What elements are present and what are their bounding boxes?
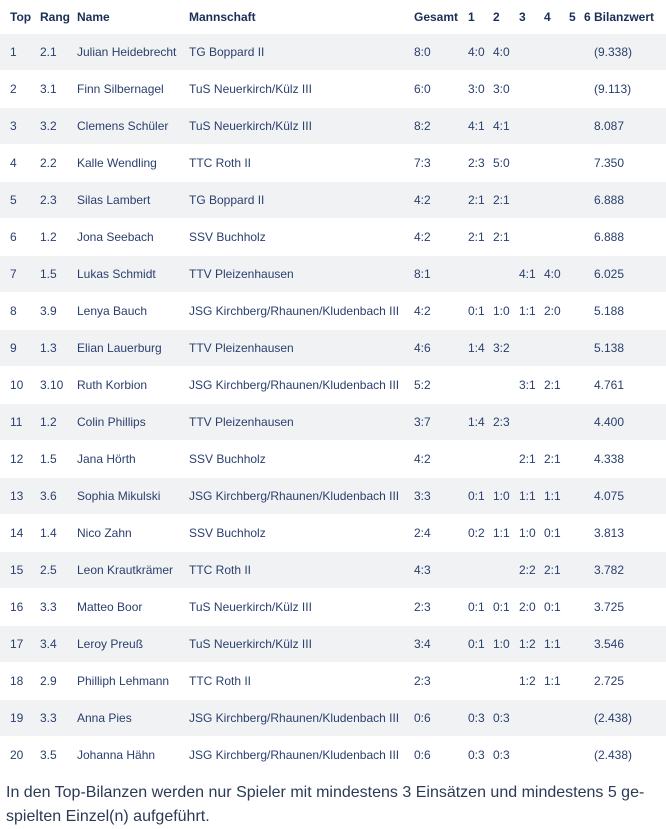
col-gesamt-cell: 7:3: [414, 156, 431, 170]
col-rang-cell: 3.9: [40, 304, 57, 318]
col-bilanzwert-cell: 3.782: [594, 563, 625, 577]
col-2-cell: 4:1: [493, 119, 510, 133]
col-2-cell: 3:0: [493, 82, 510, 96]
col-name-cell: Clemens Schüler: [77, 119, 169, 133]
col-5-cell: [569, 108, 584, 145]
col-name-cell: Kalle Wendling: [77, 156, 157, 170]
col-1-cell: [468, 663, 493, 700]
table-row: [0, 552, 666, 589]
col-6-cell: [584, 737, 594, 774]
col-bilanzwert-cell: (9.338): [594, 45, 633, 59]
col-mannschaft-cell: TuS Neuerkirch/Külz III: [189, 82, 312, 96]
col-3-cell: [519, 34, 544, 71]
col-6-cell: [584, 478, 594, 515]
col-6-cell: [584, 182, 594, 219]
col-3-header: 3: [519, 10, 526, 24]
col-top-cell: 2: [10, 82, 17, 96]
table-row: [0, 293, 666, 330]
col-rang-cell: 1.3: [40, 341, 57, 355]
col-4-cell: 1:1: [544, 489, 561, 503]
col-1-cell: [468, 256, 493, 293]
col-6-header: 6: [584, 10, 591, 24]
col-5-cell: [569, 589, 584, 626]
col-1-cell: 4:1: [468, 119, 485, 133]
col-6-cell: [584, 663, 594, 700]
col-name-cell: Philliph Lehmann: [77, 674, 170, 688]
col-5-cell: [569, 626, 584, 663]
col-3-cell: 4:1: [519, 267, 536, 281]
col-top-cell: 11: [10, 415, 23, 429]
table-row: [0, 367, 666, 404]
col-5-cell: [569, 404, 584, 441]
col-3-cell: 1:2: [519, 674, 536, 688]
col-name-cell: Lenya Bauch: [77, 304, 148, 318]
col-name-cell: Lukas Schmidt: [77, 267, 156, 281]
table-row: [0, 441, 666, 478]
table-row: [0, 404, 666, 441]
col-4-cell: 2:1: [544, 378, 561, 392]
table-row: [0, 256, 666, 293]
col-bilanzwert-cell: 4.075: [594, 489, 625, 503]
col-1-cell: 2:1: [468, 230, 485, 244]
col-3-cell: 2:0: [519, 600, 536, 614]
col-rang-cell: 3.1: [40, 82, 57, 96]
col-5-cell: [569, 145, 584, 182]
col-2-cell: 1:1: [493, 526, 510, 540]
col-4-cell: 0:1: [544, 600, 561, 614]
col-rang-cell: 2.3: [40, 193, 57, 207]
col-gesamt-cell: 0:6: [414, 748, 431, 762]
table-row: [0, 330, 666, 367]
col-name-cell: Sophia Mikulski: [77, 489, 161, 503]
col-2-cell: 0:3: [493, 748, 510, 762]
table-row: [0, 182, 666, 219]
col-6-cell: [584, 145, 594, 182]
col-top-cell: 12: [10, 452, 24, 466]
col-1-cell: [468, 441, 493, 478]
col-5-cell: [569, 478, 584, 515]
col-2-cell: 0:1: [493, 600, 510, 614]
col-gesamt-cell: 3:3: [414, 489, 431, 503]
col-gesamt-cell: 5:2: [414, 378, 431, 392]
table-row: [0, 71, 666, 108]
col-rang-cell: 3.3: [40, 600, 57, 614]
col-4-cell: [544, 700, 569, 737]
col-name-cell: Johanna Hähn: [77, 748, 156, 762]
col-gesamt-cell: 8:0: [414, 45, 431, 59]
col-2-cell: 3:2: [493, 341, 510, 355]
table-row: [0, 34, 666, 71]
col-5-cell: [569, 182, 584, 219]
col-3-cell: [519, 71, 544, 108]
col-mannschaft-cell: JSG Kirchberg/Rhaunen/Kludenbach III: [189, 489, 400, 503]
col-3-cell: 1:2: [519, 637, 536, 651]
table-body: [0, 34, 666, 774]
col-4-cell: [544, 182, 569, 219]
col-3-cell: 1:1: [519, 304, 536, 318]
col-5-cell: [569, 367, 584, 404]
table-row: [0, 737, 666, 774]
col-bilanzwert-cell: 4.338: [594, 452, 625, 466]
col-top-cell: 7: [10, 267, 17, 281]
col-3-cell: [519, 108, 544, 145]
col-bilanzwert-cell: 3.725: [594, 600, 625, 614]
col-6-cell: [584, 330, 594, 367]
col-mannschaft-cell: TTV Pleizenhausen: [189, 415, 294, 429]
col-name-cell: Ruth Korbion: [77, 378, 148, 392]
col-6-cell: [584, 34, 594, 71]
col-2-cell: 1:0: [493, 637, 510, 651]
col-5-cell: [569, 515, 584, 552]
col-1-header: 1: [468, 10, 475, 24]
col-name-cell: Nico Zahn: [77, 526, 132, 540]
footnote: In den Top-Bilanzen werden nur Spieler mit mindestens 3 Einsätzen und mindestens 5 ge-spielten Einzel(n) aufgeführt.: [6, 784, 645, 825]
col-gesamt-cell: 4:6: [414, 341, 431, 355]
col-6-cell: [584, 219, 594, 256]
col-rang-cell: 2.1: [40, 45, 57, 59]
col-3-cell: 2:1: [519, 452, 536, 466]
col-bilanzwert-cell: (2.438): [594, 748, 633, 762]
col-mannschaft-cell: TTC Roth II: [189, 563, 252, 577]
col-5-cell: [569, 700, 584, 737]
col-4-cell: 2:1: [544, 452, 561, 466]
col-2-header: 2: [493, 10, 500, 24]
col-3-cell: 2:2: [519, 563, 536, 577]
col-6-cell: [584, 589, 594, 626]
col-gesamt-cell: 2:3: [414, 600, 431, 614]
col-gesamt-cell: 6:0: [414, 82, 431, 96]
col-gesamt-cell: 8:1: [414, 267, 431, 281]
col-6-cell: [584, 441, 594, 478]
col-bilanzwert-cell: 6.888: [594, 193, 625, 207]
col-name-header: Name: [77, 10, 110, 24]
col-5-cell: [569, 552, 584, 589]
col-bilanzwert-header: Bilanzwert: [594, 10, 655, 24]
col-rang-cell: 1.2: [40, 415, 57, 429]
col-5-cell: [569, 71, 584, 108]
col-2-cell: [493, 663, 519, 700]
col-mannschaft-cell: TTC Roth II: [189, 156, 252, 170]
table-row: [0, 108, 666, 145]
col-2-cell: 1:0: [493, 304, 510, 318]
col-name-cell: Julian Heidebrecht: [77, 45, 177, 59]
col-name-cell: Leon Krautkrämer: [77, 563, 174, 577]
col-bilanzwert-cell: (9.113): [594, 82, 632, 96]
table-row: [0, 515, 666, 552]
col-gesamt-cell: 2:4: [414, 526, 431, 540]
col-gesamt-cell: 2:3: [414, 674, 431, 688]
col-top-cell: 9: [10, 341, 17, 355]
col-mannschaft-cell: TTV Pleizenhausen: [189, 267, 294, 281]
table-row: [0, 589, 666, 626]
col-bilanzwert-cell: (2.438): [594, 711, 633, 725]
col-gesamt-cell: 8:2: [414, 119, 431, 133]
col-name-cell: Jona Seebach: [77, 230, 154, 244]
col-bilanzwert-cell: 5.138: [594, 341, 625, 355]
col-4-cell: 2:0: [544, 304, 561, 318]
col-gesamt-cell: 4:2: [414, 230, 431, 244]
header-row: [0, 0, 666, 34]
col-3-cell: [519, 219, 544, 256]
col-mannschaft-cell: TTV Pleizenhausen: [189, 341, 294, 355]
col-top-cell: 19: [10, 711, 24, 725]
col-6-cell: [584, 108, 594, 145]
col-bilanzwert-cell: 6.025: [594, 267, 625, 281]
col-1-cell: 0:1: [468, 489, 485, 503]
col-top-cell: 14: [10, 526, 24, 540]
col-1-cell: 4:0: [468, 45, 485, 59]
col-rang-cell: 3.3: [40, 711, 57, 725]
col-4-header: 4: [544, 10, 551, 24]
table-row: [0, 700, 666, 737]
col-6-cell: [584, 71, 594, 108]
col-3-cell: 1:0: [519, 526, 536, 540]
col-5-cell: [569, 330, 584, 367]
col-top-cell: 17: [10, 637, 24, 651]
col-rang-cell: 2.5: [40, 563, 57, 577]
col-1-cell: 0:3: [468, 748, 485, 762]
col-mannschaft-cell: JSG Kirchberg/Rhaunen/Kludenbach III: [189, 748, 400, 762]
col-6-cell: [584, 552, 594, 589]
col-name-cell: Leroy Preuß: [77, 637, 144, 651]
col-3-cell: [519, 182, 544, 219]
col-2-cell: 0:3: [493, 711, 510, 725]
col-name-cell: Anna Pies: [77, 711, 132, 725]
col-4-cell: 1:1: [544, 637, 561, 651]
col-2-cell: 4:0: [493, 45, 510, 59]
col-mannschaft-cell: SSV Buchholz: [189, 230, 266, 244]
col-top-cell: 13: [10, 489, 24, 503]
col-gesamt-cell: 4:2: [414, 304, 431, 318]
table-row: [0, 219, 666, 256]
col-5-cell: [569, 663, 584, 700]
col-6-cell: [584, 256, 594, 293]
col-5-cell: [569, 219, 584, 256]
col-top-cell: 8: [10, 304, 17, 318]
col-6-cell: [584, 404, 594, 441]
col-mannschaft-cell: SSV Buchholz: [189, 526, 266, 540]
col-bilanzwert-cell: 3.546: [594, 637, 625, 651]
col-2-cell: [493, 552, 519, 589]
col-name-cell: Colin Phillips: [77, 415, 146, 429]
col-6-cell: [584, 293, 594, 330]
col-1-cell: 2:3: [468, 156, 485, 170]
col-name-cell: Silas Lambert: [77, 193, 151, 207]
col-bilanzwert-cell: 8.087: [594, 119, 625, 133]
col-5-cell: [569, 34, 584, 71]
col-gesamt-cell: 3:7: [414, 415, 431, 429]
col-rang-cell: 1.2: [40, 230, 57, 244]
col-mannschaft-cell: JSG Kirchberg/Rhaunen/Kludenbach III: [189, 378, 400, 392]
col-rang-cell: 3.5: [40, 748, 57, 762]
col-gesamt-cell: 4:3: [414, 563, 431, 577]
col-1-cell: 2:1: [468, 193, 485, 207]
col-bilanzwert-cell: 4.761: [594, 378, 625, 392]
col-4-cell: [544, 219, 569, 256]
table-row: [0, 145, 666, 182]
col-bilanzwert-cell: 5.188: [594, 304, 625, 318]
col-4-cell: [544, 330, 569, 367]
col-rang-header: Rang: [40, 10, 70, 24]
col-3-cell: [519, 700, 544, 737]
col-top-cell: 6: [10, 230, 17, 244]
col-3-cell: [519, 737, 544, 774]
col-1-cell: 0:1: [468, 600, 485, 614]
col-2-cell: 2:1: [493, 193, 510, 207]
col-mannschaft-cell: JSG Kirchberg/Rhaunen/Kludenbach III: [189, 304, 400, 318]
col-6-cell: [584, 367, 594, 404]
col-top-cell: 4: [10, 156, 17, 170]
col-1-cell: 0:2: [468, 526, 485, 540]
col-1-cell: 0:1: [468, 304, 485, 318]
col-rang-cell: 3.10: [40, 378, 64, 392]
col-top-cell: 18: [10, 674, 24, 688]
col-1-cell: 0:3: [468, 711, 485, 725]
col-1-cell: [468, 552, 493, 589]
col-mannschaft-cell: TuS Neuerkirch/Külz III: [189, 637, 312, 651]
col-rang-cell: 1.5: [40, 452, 57, 466]
col-6-cell: [584, 515, 594, 552]
col-name-cell: Finn Silbernagel: [77, 82, 164, 96]
col-top-cell: 15: [10, 563, 24, 577]
col-1-cell: 1:4: [468, 341, 485, 355]
col-name-cell: Elian Lauerburg: [77, 341, 162, 355]
col-4-cell: 1:1: [544, 674, 561, 688]
col-5-cell: [569, 293, 584, 330]
col-3-cell: [519, 145, 544, 182]
col-top-cell: 3: [10, 119, 17, 133]
col-top-cell: 1: [10, 45, 17, 59]
col-name-cell: Jana Hörth: [77, 452, 136, 466]
col-mannschaft-header: Mannschaft: [189, 10, 256, 24]
col-top-cell: 20: [10, 748, 24, 762]
table-row: [0, 663, 666, 700]
col-4-cell: 0:1: [544, 526, 561, 540]
col-2-cell: [493, 256, 519, 293]
col-6-cell: [584, 700, 594, 737]
col-top-header: Top: [10, 10, 32, 24]
col-4-cell: 2:1: [544, 563, 561, 577]
col-4-cell: [544, 737, 569, 774]
col-rang-cell: 2.2: [40, 156, 57, 170]
col-rang-cell: 3.6: [40, 489, 57, 503]
col-bilanzwert-cell: 3.813: [594, 526, 625, 540]
col-bilanzwert-cell: 6.888: [594, 230, 625, 244]
col-4-cell: [544, 404, 569, 441]
col-gesamt-cell: 0:6: [414, 711, 431, 725]
col-gesamt-cell: 4:2: [414, 193, 431, 207]
col-mannschaft-cell: SSV Buchholz: [189, 452, 266, 466]
col-2-cell: [493, 441, 519, 478]
col-mannschaft-cell: TuS Neuerkirch/Külz III: [189, 600, 312, 614]
col-3-cell: 3:1: [519, 378, 536, 392]
col-5-cell: [569, 441, 584, 478]
col-4-cell: 4:0: [544, 267, 561, 281]
col-6-cell: [584, 626, 594, 663]
col-3-cell: [519, 330, 544, 367]
col-4-cell: [544, 145, 569, 182]
col-1-cell: 0:1: [468, 637, 485, 651]
col-gesamt-cell: 3:4: [414, 637, 431, 651]
col-mannschaft-cell: TG Boppard II: [189, 193, 265, 207]
col-mannschaft-cell: JSG Kirchberg/Rhaunen/Kludenbach III: [189, 711, 400, 725]
col-4-cell: [544, 108, 569, 145]
table-header: [0, 0, 666, 34]
col-bilanzwert-cell: 7.350: [594, 156, 625, 170]
col-4-cell: [544, 34, 569, 71]
col-2-cell: 2:3: [493, 415, 510, 429]
col-mannschaft-cell: TTC Roth II: [189, 674, 252, 688]
col-gesamt-cell: 4:2: [414, 452, 431, 466]
col-2-cell: 1:0: [493, 489, 510, 503]
table-row: [0, 626, 666, 663]
col-rang-cell: 1.5: [40, 267, 57, 281]
col-2-cell: [493, 367, 519, 404]
table-row: [0, 478, 666, 515]
col-5-header: 5: [569, 10, 576, 24]
col-name-cell: Matteo Boor: [77, 600, 143, 614]
col-2-cell: 5:0: [493, 156, 510, 170]
col-1-cell: 1:4: [468, 415, 485, 429]
col-bilanzwert-cell: 4.400: [594, 415, 625, 429]
col-5-cell: [569, 737, 584, 774]
col-mannschaft-cell: TuS Neuerkirch/Külz III: [189, 119, 312, 133]
col-5-cell: [569, 256, 584, 293]
col-bilanzwert-cell: 2.725: [594, 674, 625, 688]
col-top-cell: 5: [10, 193, 17, 207]
col-mannschaft-cell: TG Boppard II: [189, 45, 265, 59]
col-2-cell: 2:1: [493, 230, 510, 244]
col-1-cell: 3:0: [468, 82, 485, 96]
col-rang-cell: 2.9: [40, 674, 57, 688]
col-top-cell: 16: [10, 600, 24, 614]
col-rang-cell: 3.4: [40, 637, 57, 651]
col-rang-cell: 3.2: [40, 119, 57, 133]
col-3-cell: 1:1: [519, 489, 536, 503]
col-4-cell: [544, 71, 569, 108]
col-rang-cell: 1.4: [40, 526, 57, 540]
col-gesamt-header: Gesamt: [414, 10, 459, 24]
col-top-cell: 10: [10, 378, 24, 392]
col-3-cell: [519, 404, 544, 441]
col-1-cell: [468, 367, 493, 404]
